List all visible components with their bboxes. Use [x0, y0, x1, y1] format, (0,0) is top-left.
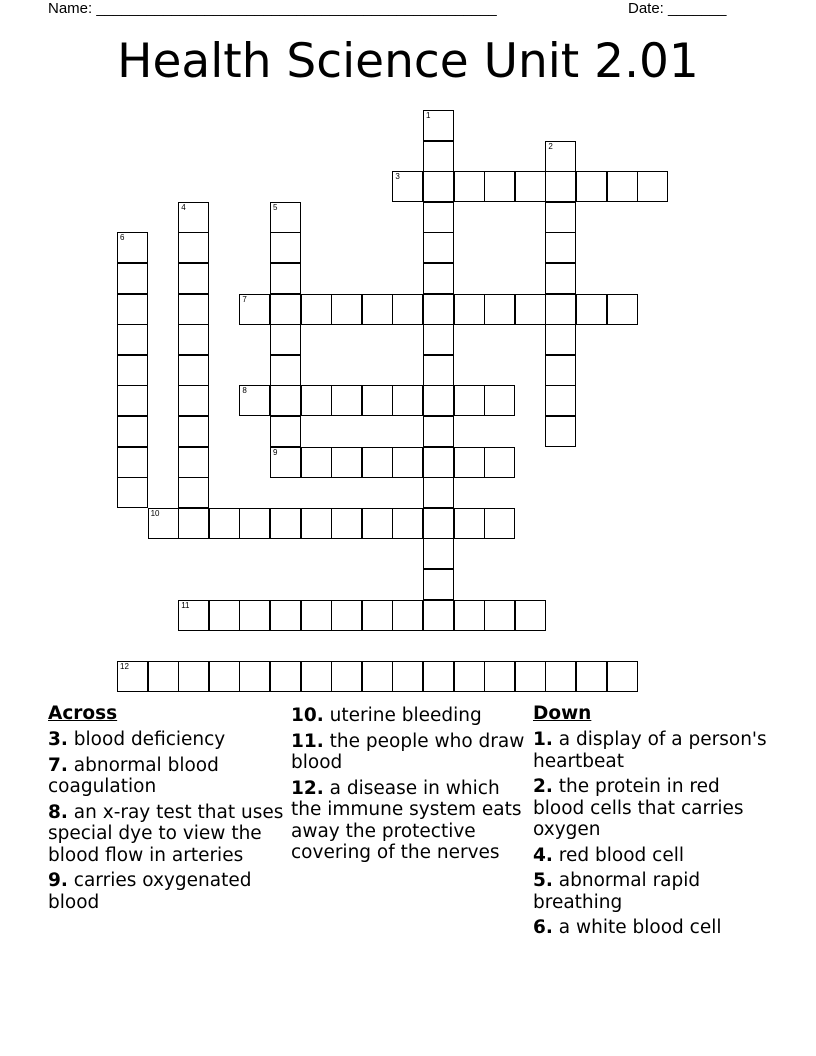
crossword-cell[interactable] — [423, 202, 454, 233]
crossword-cell[interactable] — [423, 110, 454, 141]
across-clues-column-continued — [291, 705, 527, 868]
crossword-cell[interactable] — [454, 294, 485, 325]
crossword-cell[interactable] — [607, 171, 638, 202]
crossword-cell[interactable] — [117, 294, 148, 325]
crossword-cell[interactable] — [545, 324, 576, 355]
crossword-cell[interactable] — [392, 385, 423, 416]
crossword-cell[interactable] — [117, 355, 148, 386]
cell-number: 3 — [395, 172, 400, 182]
crossword-cell[interactable] — [423, 324, 454, 355]
crossword-cell[interactable] — [484, 294, 515, 325]
crossword-cell[interactable] — [576, 171, 607, 202]
crossword-cell[interactable] — [209, 661, 240, 692]
crossword-cell[interactable] — [484, 171, 515, 202]
crossword-cell[interactable] — [423, 385, 454, 416]
crossword-cell[interactable] — [178, 324, 209, 355]
crossword-cell[interactable] — [178, 447, 209, 478]
cell-number: 8 — [242, 386, 247, 396]
crossword-cell[interactable] — [270, 202, 301, 233]
crossword-cell[interactable] — [301, 508, 332, 539]
crossword-cell[interactable] — [423, 508, 454, 539]
crossword-cell[interactable] — [607, 294, 638, 325]
crossword-cell[interactable] — [270, 355, 301, 386]
crossword-cell[interactable] — [178, 385, 209, 416]
crossword-cell[interactable] — [178, 202, 209, 233]
crossword-cell[interactable] — [454, 447, 485, 478]
crossword-cell[interactable] — [148, 661, 179, 692]
cell-number: 6 — [120, 233, 125, 243]
crossword-cell[interactable] — [545, 294, 576, 325]
crossword-cell[interactable] — [607, 661, 638, 692]
crossword-cell[interactable] — [178, 477, 209, 508]
crossword-cell[interactable] — [178, 508, 209, 539]
crossword-cell[interactable] — [484, 385, 515, 416]
crossword-cell[interactable] — [362, 385, 393, 416]
clue-across-11: 11. the people who draw blood — [291, 730, 525, 773]
crossword-cell[interactable] — [392, 171, 423, 202]
date-field-label: Date: _______ — [628, 0, 727, 17]
crossword-cell[interactable] — [545, 263, 576, 294]
clue-across-3: 3. blood deficiency — [48, 729, 226, 750]
crossword-cell[interactable] — [392, 600, 423, 631]
across-clues-column — [48, 702, 284, 917]
crossword-cell[interactable] — [545, 385, 576, 416]
crossword-cell[interactable] — [545, 202, 576, 233]
clue-across-9: 9. carries oxygenated blood — [48, 870, 252, 913]
crossword-cell[interactable] — [362, 447, 393, 478]
cell-number: 11 — [181, 600, 190, 610]
clue-down-2: 2. the protein in red blood cells that carries oxygen — [533, 776, 744, 840]
crossword-cell[interactable] — [423, 355, 454, 386]
crossword-cell[interactable] — [423, 661, 454, 692]
crossword-cell[interactable] — [392, 661, 423, 692]
crossword-cell[interactable] — [515, 294, 546, 325]
clue-down-1: 1. a display of a person's heartbeat — [533, 729, 767, 772]
crossword-cell[interactable] — [148, 508, 179, 539]
crossword-cell[interactable] — [362, 294, 393, 325]
crossword-cell[interactable] — [331, 661, 362, 692]
cell-number: 5 — [273, 202, 278, 212]
crossword-cell[interactable] — [545, 355, 576, 386]
crossword-cell[interactable] — [117, 385, 148, 416]
across-heading: Across — [48, 703, 118, 724]
crossword-cell[interactable] — [301, 294, 332, 325]
crossword-cell[interactable] — [392, 447, 423, 478]
crossword-cell[interactable] — [239, 600, 270, 631]
crossword-cell[interactable] — [515, 171, 546, 202]
crossword-cell[interactable] — [301, 385, 332, 416]
crossword-cell[interactable] — [239, 661, 270, 692]
cell-number: 1 — [426, 111, 431, 120]
crossword-cell[interactable] — [178, 661, 209, 692]
crossword-cell[interactable] — [331, 294, 362, 325]
down-clues-column — [533, 702, 769, 943]
crossword-cell[interactable] — [270, 661, 301, 692]
crossword-cell[interactable] — [362, 600, 393, 631]
crossword-cell[interactable] — [331, 447, 362, 478]
crossword-cell[interactable] — [545, 232, 576, 263]
crossword-cell[interactable] — [423, 447, 454, 478]
crossword-cell[interactable] — [484, 600, 515, 631]
crossword-cell[interactable] — [301, 447, 332, 478]
crossword-cell[interactable] — [239, 508, 270, 539]
crossword-cell[interactable] — [362, 661, 393, 692]
clue-across-7: 7. abnormal blood coagulation — [48, 754, 219, 797]
cell-number: 10 — [150, 508, 160, 518]
crossword-cell[interactable] — [454, 600, 485, 631]
crossword-cell[interactable] — [423, 569, 454, 600]
cell-number: 2 — [548, 141, 553, 151]
crossword-cell[interactable] — [331, 600, 362, 631]
crossword-cell[interactable] — [117, 661, 148, 692]
crossword-cell[interactable] — [576, 661, 607, 692]
crossword-cell[interactable] — [270, 416, 301, 447]
crossword-cell[interactable] — [423, 171, 454, 202]
cell-number: 4 — [181, 202, 186, 212]
crossword-cell[interactable] — [270, 508, 301, 539]
clue-across-12: 12. a disease in which the immune system eats away the protective covering of the nerves — [291, 777, 522, 863]
crossword-cell[interactable] — [117, 447, 148, 478]
crossword-cell[interactable] — [270, 385, 301, 416]
crossword-cell[interactable] — [392, 294, 423, 325]
crossword-cell[interactable] — [484, 508, 515, 539]
crossword-cell[interactable] — [270, 600, 301, 631]
clue-down-5: 5. abnormal rapid breathing — [533, 870, 701, 913]
crossword-cell[interactable] — [392, 508, 423, 539]
name-field-label: Name: ________________________________________________ — [48, 0, 497, 17]
crossword-cell[interactable] — [545, 416, 576, 447]
crossword-cell[interactable] — [209, 600, 240, 631]
clue-across-8: 8. an x-ray test that uses special dye to view the blood flow in arteries — [48, 801, 284, 866]
crossword-cell[interactable] — [637, 171, 668, 202]
clue-across-10: 10. uterine bleeding — [291, 705, 482, 726]
crossword-cell[interactable] — [362, 508, 393, 539]
crossword-cell[interactable] — [117, 324, 148, 355]
crossword-cell[interactable] — [484, 661, 515, 692]
crossword-cell[interactable] — [545, 661, 576, 692]
crossword-cell[interactable] — [270, 232, 301, 263]
crossword-cell[interactable] — [301, 600, 332, 631]
crossword-cell[interactable] — [270, 447, 301, 478]
crossword-cell[interactable] — [454, 661, 485, 692]
crossword-cell[interactable] — [423, 538, 454, 569]
crossword-cell[interactable] — [270, 324, 301, 355]
crossword-cell[interactable] — [484, 447, 515, 478]
crossword-cell[interactable] — [301, 661, 332, 692]
crossword-cell[interactable] — [454, 171, 485, 202]
crossword-cell[interactable] — [423, 141, 454, 172]
clue-down-4: 4. red blood cell — [533, 844, 684, 866]
crossword-cell[interactable] — [331, 508, 362, 539]
crossword-cell[interactable] — [270, 263, 301, 294]
crossword-cell[interactable] — [239, 385, 270, 416]
crossword-cell[interactable] — [178, 294, 209, 325]
crossword-cell[interactable] — [331, 385, 362, 416]
crossword-cell[interactable] — [239, 294, 270, 325]
crossword-cell[interactable] — [178, 355, 209, 386]
clue-down-6: 6. a white blood cell — [533, 917, 722, 938]
crossword-cell[interactable] — [576, 294, 607, 325]
crossword-cell[interactable] — [454, 385, 485, 416]
crossword-cell[interactable] — [423, 600, 454, 631]
crossword-cell[interactable] — [545, 171, 576, 202]
crossword-cell[interactable] — [178, 232, 209, 263]
crossword-cell[interactable] — [423, 416, 454, 447]
crossword-cell[interactable] — [423, 263, 454, 294]
crossword-cell[interactable] — [117, 477, 148, 508]
crossword-cell[interactable] — [117, 232, 148, 263]
crossword-cell[interactable] — [178, 263, 209, 294]
down-heading: Down — [533, 703, 592, 724]
cell-number: 9 — [273, 447, 278, 457]
page-title: Health Science Unit 2.01 — [117, 34, 699, 89]
crossword-cell[interactable] — [515, 661, 546, 692]
crossword-cell[interactable] — [423, 477, 454, 508]
crossword-cell[interactable] — [178, 600, 209, 631]
crossword-cell[interactable] — [423, 294, 454, 325]
crossword-cell[interactable] — [454, 508, 485, 539]
crossword-cell[interactable] — [270, 294, 301, 325]
crossword-cell[interactable] — [117, 416, 148, 447]
cell-number: 7 — [242, 294, 247, 304]
crossword-cell[interactable] — [423, 232, 454, 263]
crossword-cell[interactable] — [515, 600, 546, 631]
cell-number: 12 — [120, 661, 129, 671]
crossword-cell[interactable] — [545, 141, 576, 172]
crossword-cell[interactable] — [178, 416, 209, 447]
crossword-cell[interactable] — [209, 508, 240, 539]
crossword-cell[interactable] — [117, 263, 148, 294]
